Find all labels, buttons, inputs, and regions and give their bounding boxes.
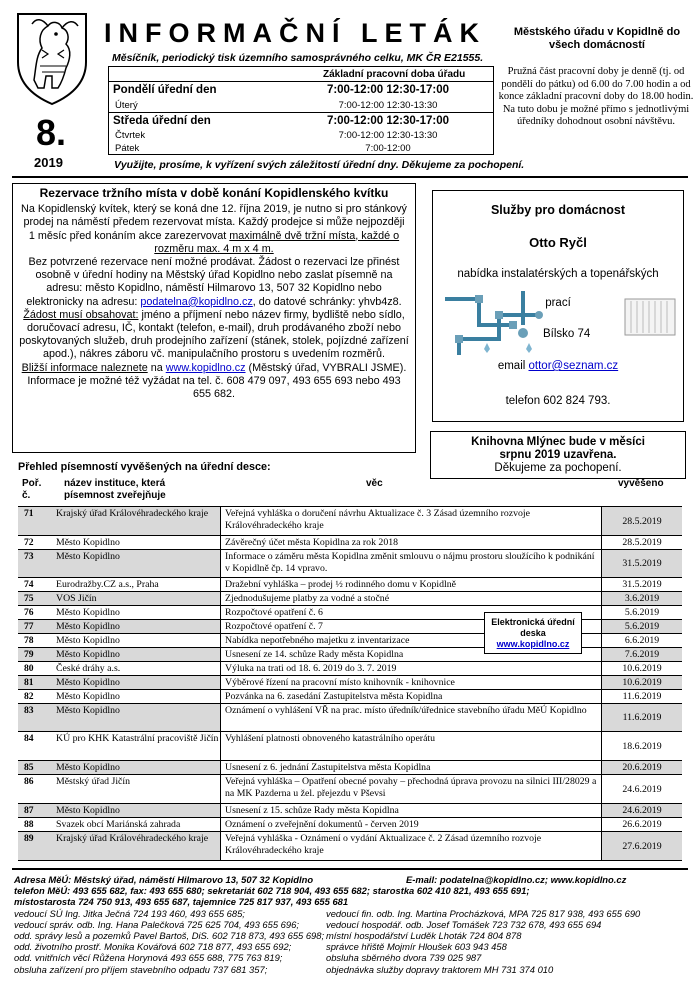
column-header-issuer: název instituce, která písemnost zveřejňuje — [64, 478, 166, 501]
footer-line — [14, 919, 694, 930]
row-number: 74 — [24, 579, 34, 590]
row-date: 11.6.2019 — [622, 691, 662, 702]
table-row — [18, 578, 682, 592]
table-row — [18, 606, 682, 620]
row-issuer: Eurodražby.CZ a.s., Praha — [56, 579, 159, 590]
row-subject: Oznámení o vyhlášení VŘ na prac. místo úředník/úřednice stavebního úřadu MěÚ Kopidlno — [220, 704, 602, 731]
schedule-row: Pondělí úřední den 7:00-12:00 12:30-17:00 — [113, 84, 450, 96]
row-issuer: Město Kopidlno — [56, 551, 120, 562]
row-number: 71 — [24, 508, 34, 519]
table-row — [18, 804, 682, 818]
provider-phone: telefon 602 824 793. — [505, 395, 611, 407]
table-row — [18, 536, 682, 550]
row-issuer: KÚ pro KHK Katastrální pracoviště Jičín — [56, 733, 219, 744]
row-subject: Informace o záměru města Kopidlna změnit smlouvu o nájmu prostoru sloužícího k podnikání v Kopidlně čp. 14 vpravo. — [220, 550, 602, 577]
reservation-text: Na Kopidlenský kvítek, který se koná dne 12. října 2019, je nutno si pro stánkový prodej na náměstí předem rezervovat místa. Každý prodejce si může nejpozději 1 měsíc před konáním akce zarezervovat maximálně dvě tržní místa, každé o rozměru max. 4 m x 4 m. — [21, 203, 407, 255]
row-number: 87 — [24, 805, 34, 816]
notices-title: Přehled písemností vyvěšených na úřední desce: — [18, 461, 271, 473]
column-header-date: vyvěšeno — [618, 478, 664, 489]
table-row — [18, 690, 682, 704]
row-date: 5.6.2019 — [624, 621, 660, 632]
footer-line — [14, 896, 694, 907]
footer-text: místostarosta 724 750 913, 493 655 687, tajemnice 725 817 937, 493 655 681 — [14, 896, 349, 908]
provider-address: Bílsko 74 — [543, 328, 591, 340]
schedule-row: Středa úřední den 7:00-12:00 12:30-17:00 — [113, 115, 450, 127]
market-reservation-box — [12, 183, 416, 453]
row-number: 73 — [24, 551, 34, 562]
column-header-subject: věc — [366, 478, 383, 489]
table-row — [18, 550, 682, 578]
footer-line — [14, 964, 694, 975]
issue-number: 8. — [36, 112, 67, 153]
radiator-icon — [623, 295, 677, 339]
row-issuer: Město Kopidlno — [56, 805, 120, 816]
row-number: 89 — [24, 833, 34, 844]
row-date: 10.6.2019 — [622, 663, 662, 674]
row-subject: Vyhlášení platnosti obnoveného katastrálního operátu — [220, 732, 602, 760]
table-row — [18, 592, 682, 606]
row-number: 86 — [24, 776, 34, 787]
page-title: INFORMAČNÍ LETÁK — [104, 18, 486, 48]
footer-text: místní hospodářství Luděk Lhoták 724 804 878 — [326, 929, 522, 941]
row-issuer: VOS Jičín — [56, 593, 97, 604]
row-issuer: Městský úřad Jičín — [56, 776, 131, 787]
row-issuer: Krajský úřad Královéhradeckého kraje — [56, 508, 209, 519]
row-date: 3.6.2019 — [624, 593, 660, 604]
library-notice: Knihovna Mlýnec bude v měsíci srpnu 2019 uzavřena. Děkujeme za pochopení. — [430, 431, 686, 479]
table-row — [18, 620, 682, 634]
table-row — [18, 761, 682, 775]
footer-text: obsluha sběrného dvora 739 025 987 — [326, 952, 482, 964]
row-issuer: Město Kopidlno — [56, 705, 120, 716]
row-issuer: Město Kopidlno — [56, 649, 120, 660]
footer-line — [14, 874, 694, 885]
row-date: 10.6.2019 — [622, 677, 662, 688]
reservation-text: Bez potvrzené rezervace není možné prodávat. Žádost o rezervaci lze přinést osobně v úřední hodiny na Městský úřad Kopidlno nebo zaslat písemně na adresu: město Kopidlno, náměstí Hilmarovo 13, 507 32 Kopidlno nebo elektronicky na adresu: podatelna@kopidlno.cz, do datové schránky: yhvb4z8. — [26, 256, 402, 308]
email-link[interactable]: podatelna@kopidlno.cz — [140, 295, 253, 308]
table-row — [18, 818, 682, 832]
table-row — [18, 676, 682, 690]
footer-line — [14, 885, 694, 896]
row-subject: Oznámení o zveřejnění dokumentů - červen 2019 — [220, 818, 602, 831]
footer-text: vedoucí SÚ Ing. Jitka Ječná 724 193 460, 493 655 685; — [14, 907, 245, 919]
footer-text: obsluha zařízení pro příjem stavebního odpadu 737 681 357; — [14, 963, 268, 975]
row-date: 5.6.2019 — [624, 607, 660, 618]
row-number: 82 — [24, 691, 34, 702]
column-header-number: Poř. č. — [22, 478, 42, 501]
footer-line — [14, 941, 694, 952]
row-issuer: Město Kopidlno — [56, 762, 120, 773]
services-description: nabídka instalatérských a topenářských — [457, 268, 659, 280]
row-subject: Nabídka nepotřebného majetku z inventarizace — [220, 634, 602, 647]
reservation-title: Rezervace tržního místa v době konání Kopidlenského kvítku — [39, 186, 389, 200]
row-date: 11.6.2019 — [622, 712, 662, 723]
row-subject: Výluka na trati od 18. 6. 2019 do 3. 7. 2019 — [220, 662, 602, 675]
row-issuer: České dráhy a.s. — [56, 663, 121, 674]
row-date: 27.6.2019 — [622, 840, 662, 852]
page-subtitle: Měsíčník, periodický tisk územního samosprávného celku, MK ČR E21555. — [112, 52, 484, 64]
provider-email-link[interactable]: ottor@seznam.cz — [528, 360, 619, 372]
table-row — [18, 832, 682, 861]
row-number: 76 — [24, 607, 34, 618]
row-date: 28.5.2019 — [622, 515, 662, 527]
table-row — [18, 732, 682, 761]
row-issuer: Město Kopidlno — [56, 635, 120, 646]
row-date: 18.6.2019 — [622, 740, 662, 752]
footer-text: vedoucí hospodář. odb. Josef Tomášek 723 732 678, 493 655 694 — [326, 918, 602, 930]
footer-line — [14, 908, 694, 919]
row-issuer: Krajský úřad Královéhradeckého kraje — [56, 833, 209, 844]
row-number: 83 — [24, 705, 34, 716]
addressee: Městského úřadu v Kopidlně do všech domácností — [513, 26, 681, 51]
schedule-row: Pátek 7:00-12:00 — [115, 143, 411, 154]
row-number: 84 — [24, 733, 34, 744]
services-work: prací — [545, 297, 571, 309]
row-date: 7.6.2019 — [624, 649, 660, 660]
row-issuer: Město Kopidlno — [56, 537, 120, 548]
provider-email: email ottor@seznam.cz — [497, 360, 619, 372]
footer-text: odd. správy lesů a pozemků Pavel Bartoš, DiS. 602 718 873, 493 655 698; — [14, 929, 325, 941]
schedule-row: Čtvrtek 7:00-12:00 12:30-13:30 — [115, 130, 438, 141]
row-subject: Závěrečný účet města Kopidlna za rok 2018 — [220, 536, 602, 549]
footer-text: odd. vnitřních věcí Růžena Horynová 493 655 688, 775 763 819; — [14, 952, 283, 964]
electronic-notice-board: Elektronická úřední deska www.kopidlno.cz — [484, 612, 582, 654]
footer-text: objednávka služby dopravy traktorem MH 731 374 010 — [326, 963, 554, 975]
divider — [12, 176, 688, 178]
row-subject: Veřejná vyhláška – Opatření obecné povahy – přechodná úprava provozu na silnici III/28029 a na MK Pazderna u žel. přejezdu v Pševsi — [220, 775, 602, 803]
row-number: 80 — [24, 663, 34, 674]
footer-text: odd. životního prostř. Monika Kovářová 602 718 877, 493 655 692; — [14, 941, 292, 953]
row-number: 75 — [24, 593, 34, 604]
reservation-text: Žádost musí obsahovat: jméno a příjmení nebo název firmy, bydliště nebo sídlo, doručovací adresu, IČ, kontakt (telefon, e-mail), druh prodávaného zboží nebo poskytovaných služeb, druh prodejního zařízení (stánek, stolek, pojízdné zařízení apod.), nákres záboru vč. manipulačního prostoru s uvedením rozměrů. — [19, 308, 409, 361]
row-issuer: Město Kopidlno — [56, 677, 120, 688]
row-subject: Výběrové řízení na pracovní místo knihovník - knihovnice — [220, 676, 602, 689]
row-subject: Usnesení z 15. schůze Rady města Kopidlna — [220, 804, 602, 817]
row-subject: Zjednodušujeme platby za vodné a stočné — [220, 592, 602, 605]
footer-text: správce hřiště Mojmír Hloušek 603 943 458 — [326, 941, 507, 953]
services-title: Služby pro domácnost — [490, 203, 626, 217]
row-subject: Pozvánka na 6. zasedání Zastupitelstva města Kopidlna — [220, 690, 602, 703]
schedule-row: Úterý 7:00-12:00 12:30-13:30 — [115, 99, 438, 111]
row-subject: Usnesení ze 14. schůze Rady města Kopidlna — [220, 648, 602, 661]
footer-text: vedoucí fin. odb. Ing. Martina Procházková, MPA 725 817 938, 493 655 690 — [326, 907, 641, 919]
notice-board-link[interactable]: www.kopidlno.cz — [496, 639, 570, 649]
table-row — [18, 648, 682, 662]
row-date: 31.5.2019 — [622, 579, 662, 590]
table-row — [18, 507, 682, 536]
contacts-footer — [14, 874, 694, 975]
row-number: 77 — [24, 621, 34, 632]
table-row — [18, 775, 682, 804]
footer-line — [14, 952, 694, 963]
row-issuer: Město Kopidlno — [56, 691, 120, 702]
website-link[interactable]: www.kopidlno.cz — [165, 361, 246, 374]
footer-text: Adresa MěÚ: Městský úřad, náměstí Hilmarovo 13, 507 32 Kopidlno — [14, 874, 314, 885]
services-box — [432, 190, 684, 422]
plumbing-icon — [439, 285, 549, 357]
row-number: 79 — [24, 649, 34, 660]
provider-name: Otto Ryčl — [529, 235, 587, 250]
reservation-text: Bližší informace naleznete na www.kopidlno.cz (Městský úřad, VYBRALI JSME). Informace je možné též vyžádat na tel. č. 608 479 097, 493 655 693 nebo 493 655 682. — [21, 361, 407, 401]
row-subject: Veřejná vyhláška o doručení návrhu Aktualizace č. 3 Zásad územního rozvoje Královéhradeckého kraje — [220, 507, 602, 535]
table-row — [18, 704, 682, 732]
motto: Využijte, prosíme, k vyřízení svých záležitostí úřední dny. Děkujeme za pochopení. — [114, 159, 525, 171]
notices-table — [18, 506, 682, 861]
table-row — [18, 662, 682, 676]
row-subject: Rozpočtové opatření č. 7 — [220, 620, 602, 633]
row-date: 31.5.2019 — [622, 558, 662, 569]
row-number: 72 — [24, 537, 34, 548]
row-issuer: Město Kopidlno — [56, 607, 120, 618]
divider — [12, 868, 688, 870]
row-subject: Usnesení z 6. jednání Zastupitelstva města Kopidlna — [220, 761, 602, 774]
flexible-hours-note: Pružná část pracovní doby je denně (tj. od pondělí do pátku) od 6.00 do 7.00 hodin a od konce základní pracovní doby do 18.00 hodin. Na tuto dobu je možné přímo s jednotlivými úředníky dohodnout osobní návštěvu. — [498, 66, 694, 127]
row-number: 88 — [24, 819, 34, 830]
footer-text: telefon MěÚ: 493 655 682, fax: 493 655 680; sekretariát 602 718 904, 493 655 682; starostka 602 410 821, 493 655 691; — [14, 885, 530, 897]
row-date: 28.5.2019 — [622, 537, 662, 548]
row-subject: Rozpočtové opatření č. 6 — [220, 606, 602, 619]
row-issuer: Svazek obcí Mariánská zahrada — [56, 819, 181, 830]
row-date: 26.6.2019 — [622, 819, 662, 830]
row-date: 6.6.2019 — [624, 635, 660, 646]
office-hours-table — [108, 66, 494, 155]
footer-text: E-mail: podatelna@kopidlno.cz; www.kopidlno.cz — [406, 874, 627, 885]
row-subject: Veřejná vyhláška - Oznámení o vydání Aktualizace č. 2 Zásad územního rozvoje Královéhradeckého kraje — [220, 832, 602, 860]
town-crest-icon — [12, 10, 92, 106]
row-date: 24.6.2019 — [622, 805, 662, 816]
row-number: 78 — [24, 635, 34, 646]
row-date: 24.6.2019 — [622, 783, 662, 795]
footer-text: vedoucí správ. odb. Ing. Hana Palečková 725 625 704, 493 655 696; — [14, 918, 299, 930]
row-number: 81 — [24, 677, 34, 688]
footer-line — [14, 930, 694, 941]
row-issuer: Město Kopidlno — [56, 621, 120, 632]
row-subject: Dražební vyhláška – prodej ½ rodinného domu v Kopidlně — [220, 578, 602, 591]
office-hours-heading: Základní pracovní doba úřadu — [323, 69, 466, 80]
table-row — [18, 634, 682, 648]
row-date: 20.6.2019 — [622, 762, 662, 773]
row-number: 85 — [24, 762, 34, 773]
issue-year: 2019 — [34, 155, 63, 170]
